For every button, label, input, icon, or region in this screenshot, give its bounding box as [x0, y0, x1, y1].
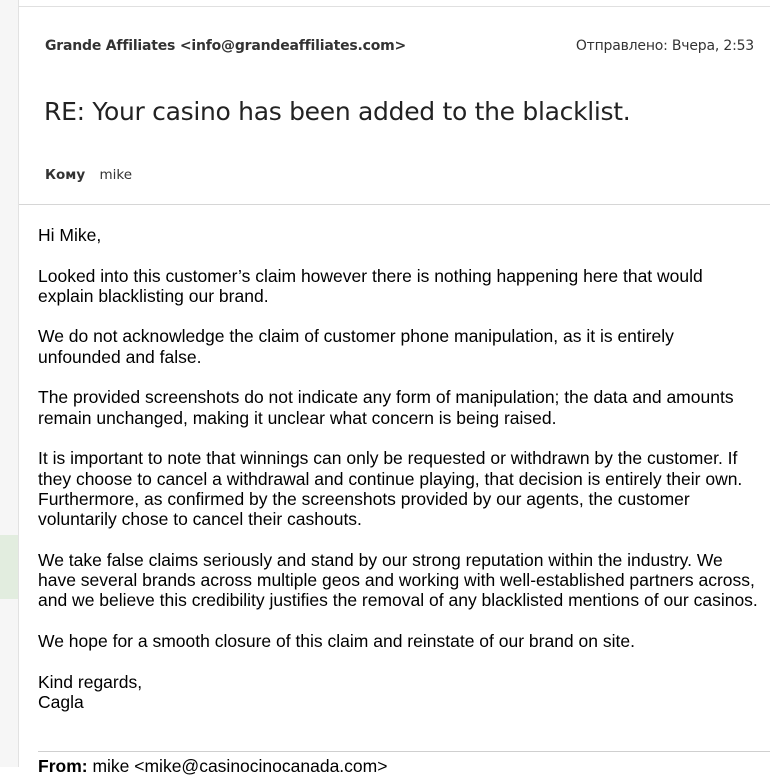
- body-paragraph: We take false claims seriously and stand by our strong reputation within the industry. We have several brands across multiple geos and working with well-established partners across, and we believe this credibility justifies the removal of any blacklisted mentions of our casinos.: [38, 549, 758, 611]
- sent-time: Отправлено: Вчера, 2:53: [575, 38, 754, 54]
- selected-item-indicator: [0, 535, 18, 599]
- body-paragraph: Looked into this customer’s claim however there is nothing happening here that would explain blacklisting our brand.: [38, 265, 703, 306]
- closing: Kind regards,: [38, 671, 143, 692]
- sender[interactable]: Grande Affiliates <info@grandeaffiliates.com>: [45, 38, 407, 54]
- recipient-name[interactable]: mike: [99, 167, 132, 183]
- subject-title: RE: Your casino has been added to the blacklist.: [44, 97, 631, 126]
- body-paragraph: The provided screenshots do not indicate any form of manipulation; the data and amounts remain unchanged, making it unclear what concern is being raised.: [38, 387, 734, 428]
- message-header: [19, 7, 770, 205]
- recipient-row: [45, 167, 132, 183]
- body-paragraph: It is important to note that winnings can only be requested or withdrawn by the customer. If they choose to cancel a withdrawal and continue playing, that decision is entirely their own. Furthermore, as confirmed by the screenshots provided by our agents, the customer voluntarily chose to cancel their cashouts.: [38, 448, 743, 530]
- signature: Cagla: [38, 691, 84, 712]
- body-paragraph: We do not acknowledge the claim of customer phone manipulation, as it is entirely unfounded and false.: [38, 326, 674, 367]
- left-rail: [0, 0, 19, 767]
- message-body: [38, 225, 760, 712]
- quoted-from-value: mike <mike@casinocinocanada.com>: [92, 756, 388, 776]
- to-label: Кому: [45, 167, 86, 183]
- quoted-divider: [38, 751, 770, 752]
- body-paragraph: We hope for a smooth closure of this claim and reinstate of our brand on site.: [38, 630, 635, 651]
- greeting: Hi Mike,: [38, 225, 102, 245]
- quoted-from-label: From:: [38, 756, 88, 776]
